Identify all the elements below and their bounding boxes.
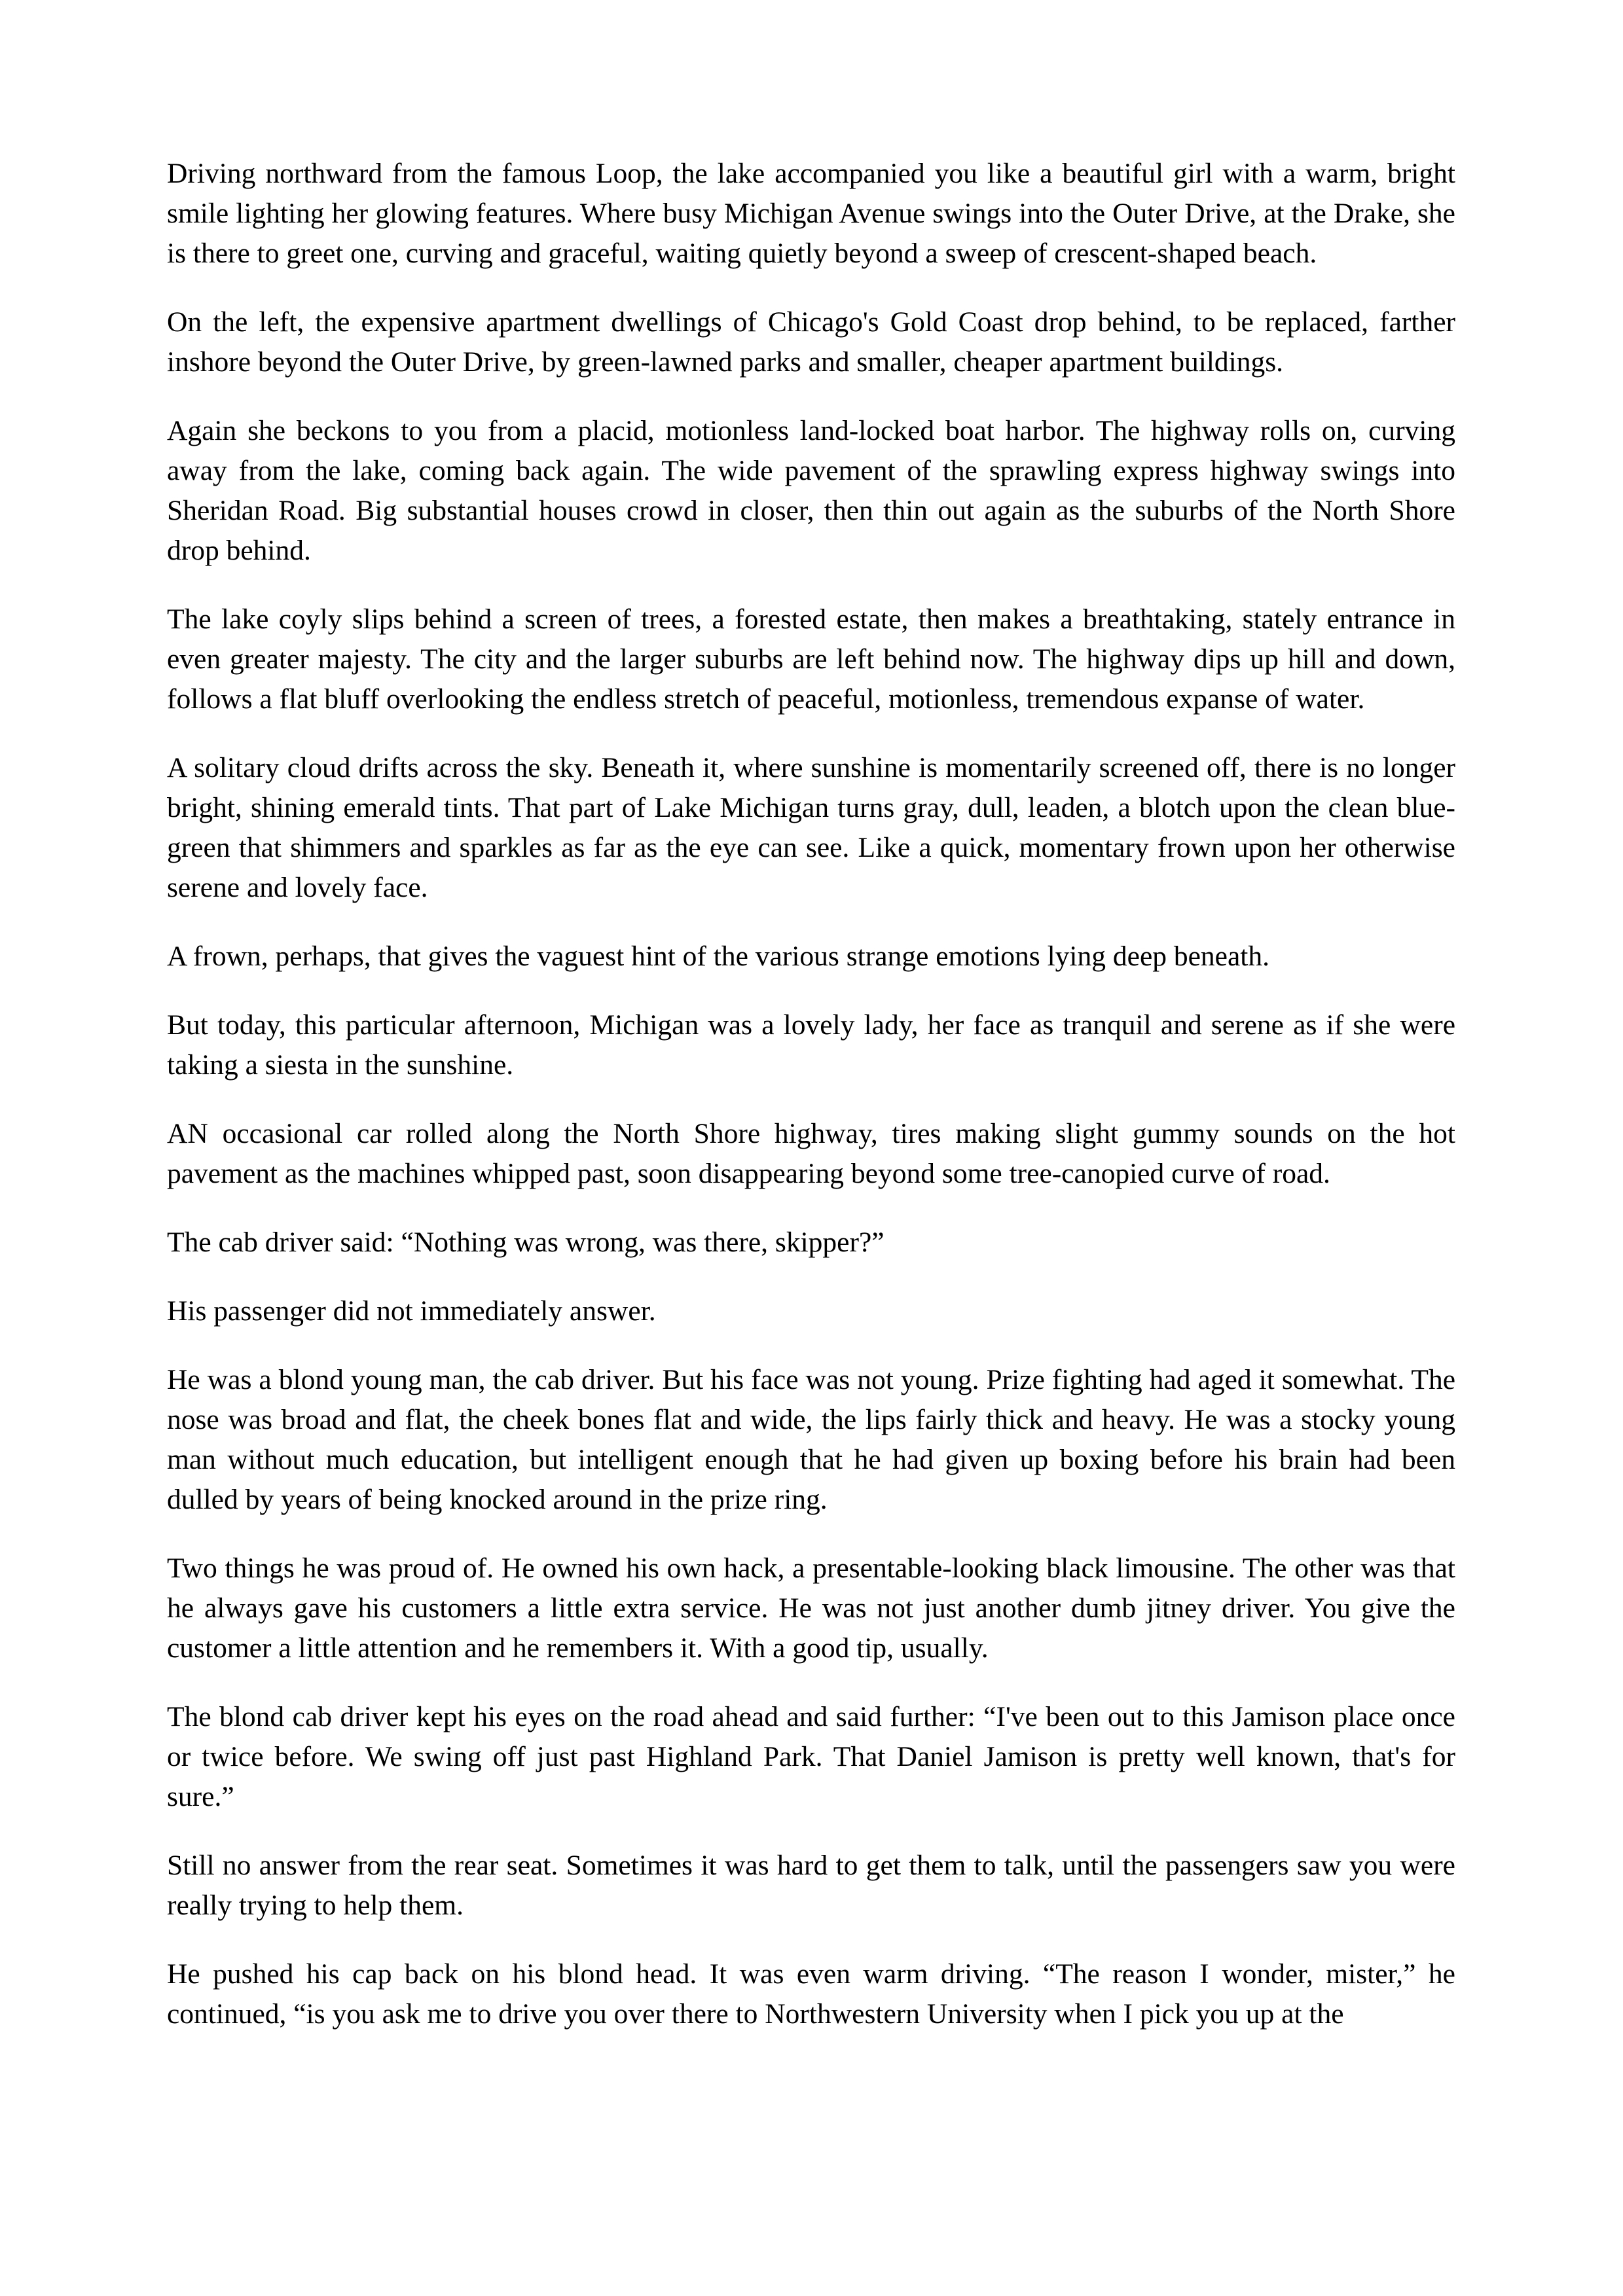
paragraph-7: But today, this particular afternoon, Michigan was a lovely lady, her face as tranquil and serene as if she were taking a siesta in the sunshine.	[167, 1009, 1455, 1081]
paragraph-5: A solitary cloud drifts across the sky. Beneath it, where sunshine is momentarily screened off, there is no longer bright, shining emerald tints. That part of Lake Michigan turns gray, dull, leaden, a blotch upon the clean blue-green that shimmers and sparkles as far as the eye can see. Like a quick, momentary frown upon her otherwise serene and lovely face.	[167, 752, 1455, 903]
paragraph-6: A frown, perhaps, that gives the vaguest hint of the various strange emotions lying deep beneath.	[167, 941, 1270, 972]
paragraph-1: Driving northward from the famous Loop, the lake accompanied you like a beautiful girl with a warm, bright smile lighting her glowing features. Where busy Michigan Avenue swings into the Outer Drive, at the Drake, she is there to greet one, curving and graceful, waiting quietly beyond a sweep of crescent-shaped beach.	[167, 158, 1455, 269]
paragraph-8: AN occasional car rolled along the North Shore highway, tires making slight gummy sounds on the hot pavement as the machines whipped past, soon disappearing beyond some tree-canopied curve of road.	[167, 1118, 1455, 1189]
paragraph-12: Two things he was proud of. He owned his own hack, a presentable-looking black limousine. The other was that he always gave his customers a little extra service. He was not just another dumb jitney driver. You give the customer a little attention and he remembers it. With a good tip, usually.	[167, 1552, 1455, 1664]
paragraph-15: He pushed his cap back on his blond head. It was even warm driving. “The reason I wonder, mister,” he continued, “is you ask me to drive you over there to Northwestern University when I pick you up at the	[167, 1958, 1455, 2030]
document-page	[167, 154, 1455, 2034]
paragraph-11: He was a blond young man, the cab driver. But his face was not young. Prize fighting had aged it somewhat. The nose was broad and flat, the cheek bones flat and wide, the lips fairly thick and heavy. He was a stocky young man without much education, but intelligent enough that he had given up boxing before his brain had been dulled by years of being knocked around in the prize ring.	[167, 1364, 1455, 1515]
paragraph-14: Still no answer from the rear seat. Sometimes it was hard to get them to talk, until the passengers saw you were really trying to help them.	[167, 1850, 1455, 1921]
paragraph-3: Again she beckons to you from a placid, motionless land-locked boat harbor. The highway rolls on, curving away from the lake, coming back again. The wide pavement of the sprawling express highway swings into Sheridan Road. Big substantial houses crowd in closer, then thin out again as the suburbs of the North Shore drop behind.	[167, 415, 1455, 566]
paragraph-9: The cab driver said: “Nothing was wrong, was there, skipper?”	[167, 1227, 884, 1258]
paragraph-13: The blond cab driver kept his eyes on the road ahead and said further: “I've been out to this Jamison place once or twice before. We swing off just past Highland Park. That Daniel Jamison is pretty well known, that's for sure.”	[167, 1701, 1455, 1812]
paragraph-4: The lake coyly slips behind a screen of trees, a forested estate, then makes a breathtaking, stately entrance in even greater majesty. The city and the larger suburbs are left behind now. The highway dips up hill and down, follows a flat bluff overlooking the endless stretch of peaceful, motionless, tremendous expanse of water.	[167, 603, 1455, 715]
paragraph-2: On the left, the expensive apartment dwellings of Chicago's Gold Coast drop behind, to be replaced, farther inshore beyond the Outer Drive, by green-lawned parks and smaller, cheaper apartment buildings.	[167, 306, 1455, 378]
paragraph-10: His passenger did not immediately answer.	[167, 1295, 656, 1327]
